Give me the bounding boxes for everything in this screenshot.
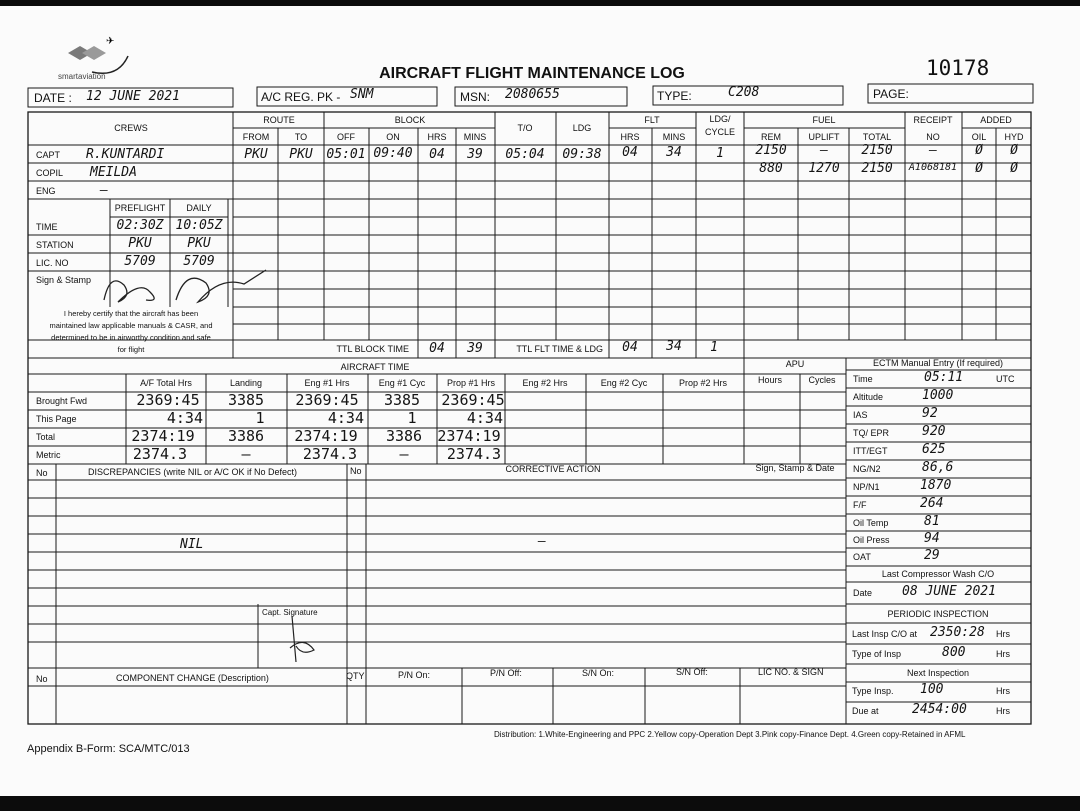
col-eng1-cyc: Eng #1 Cyc [378,378,426,388]
apu-header: APU [785,359,805,369]
fuel-uplift-1[interactable]: — [820,143,828,158]
pn-off-header: P/N Off: [490,668,522,678]
date-value[interactable]: 12 JUNE 2021 [86,89,180,104]
discrepancy-entry[interactable]: NIL [180,537,204,552]
landing-time[interactable]: 09:38 [562,147,602,162]
sign-stamp-date-header: Sign, Stamp & Date [755,463,835,473]
reg-value[interactable]: SNM [350,87,374,102]
next-type-value[interactable]: 100 [920,682,944,697]
preflight-station[interactable]: PKU [128,236,152,251]
flt-header: FLT [644,115,660,125]
ectm-np-label: NP/N1 [853,482,880,492]
block-hrs-header: HRS [427,132,447,142]
route-header: ROUTE [263,115,295,125]
hyd-added-1[interactable]: Ø [1010,143,1018,158]
ldg-cycle-header-1: LDG/ [709,114,731,124]
eng-label: ENG [36,186,56,196]
distribution-note: Distribution: 1.White-Engineering and PPC 2.Yellow copy-Operation Dept 3.Pink copy-Finance Dept. 4.Green copy-Retained in AFML [494,730,966,739]
sn-on-header: S/N On: [582,668,615,678]
capt-signature [290,616,314,662]
ttl-block-mins[interactable]: 39 [467,341,483,356]
last-insp-label: Last Insp C/O at [852,629,918,639]
block-mins-header: MINS [463,132,487,142]
capt-label: CAPT [36,150,61,160]
ttl-block-hrs[interactable]: 04 [429,341,445,356]
receipt-2[interactable]: A1068181 [908,162,958,173]
ectm-ff-value[interactable]: 264 [920,496,944,511]
ectm-itt-value[interactable]: 625 [922,442,946,457]
type-insp-unit: Hrs [996,649,1010,659]
daily-time[interactable]: 10:05Z [175,218,223,233]
tp-eng1-hrs[interactable]: 4:34 [327,409,364,427]
type-value[interactable]: C208 [728,85,760,100]
tp-landing[interactable]: 1 [255,409,265,427]
oil-added-1[interactable]: Ø [975,143,983,158]
type-insp-value[interactable]: 800 [942,645,966,660]
col-eng2-cyc: Eng #2 Cyc [600,378,648,388]
ectm-time-unit: UTC [996,374,1015,384]
tot-eng1-hrs[interactable]: 2374:19 [294,427,358,445]
copil-name[interactable]: MEILDA [90,165,137,180]
periodic-inspection-title: PERIODIC INSPECTION [887,609,989,619]
preflight-header: PREFLIGHT [114,203,166,213]
preflight-lic[interactable]: 5709 [124,254,156,269]
reg-label: A/C REG. PK - [261,90,341,104]
fuel-rem-2[interactable]: 880 [759,161,783,176]
ectm-altitude-value[interactable]: 1000 [922,388,954,403]
ectm-oat-label: OAT [853,552,871,562]
capt-name[interactable]: R.KUNTARDI [86,147,165,162]
receipt-1[interactable]: — [929,143,937,158]
svg-text:✈: ✈ [106,36,115,47]
tp-eng1-cyc[interactable]: 1 [407,409,417,427]
ectm-altitude-label: Altitude [853,392,884,402]
brand-logo-mark [68,36,128,73]
block-on[interactable]: 09:40 [373,146,413,161]
tot-landing[interactable]: 3386 [227,427,265,445]
receipt-no-header: NO [926,132,940,142]
ectm-time-label: Time [853,374,873,384]
due-at-value[interactable]: 2454:00 [912,702,967,717]
ectm-time-value[interactable]: 05:11 [924,370,964,385]
preflight-signature [104,270,266,302]
last-insp-value[interactable]: 2350:28 [930,625,985,640]
fuel-header: FUEL [812,115,836,125]
component-change-header: COMPONENT CHANGE (Description) [116,673,269,683]
ectm-ng-value[interactable]: 86,6 [922,460,954,475]
daily-header: DAILY [186,203,212,213]
metric-eng1-cyc[interactable]: — [399,445,409,463]
ectm-ias-value[interactable]: 92 [922,406,938,421]
corrective-entry[interactable]: — [538,534,546,549]
row-brought-fwd: Brought Fwd [36,396,88,406]
fuel-uplift-2[interactable]: 1270 [808,161,840,176]
tot-prop1-hrs[interactable]: 2374:19 [437,427,501,445]
msn-value[interactable]: 2080655 [505,87,560,102]
ectm-ias-label: IAS [853,410,868,420]
qty-header: QTY [346,671,365,681]
oil-added-2[interactable]: Ø [975,161,983,176]
ectm-oil-temp-label: Oil Temp [853,518,889,528]
daily-lic[interactable]: 5709 [183,254,215,269]
msn-label: MSN: [460,90,490,104]
block-off[interactable]: 05:01 [326,147,366,162]
flt-mins[interactable]: 34 [666,145,682,160]
next-type-label: Type Insp. [852,686,894,696]
ttl-block-label: TTL BLOCK TIME [336,344,409,354]
ectm-oat-value[interactable]: 29 [924,548,940,563]
corr-no-header: No [350,466,362,476]
corrective-action-header: CORRECTIVE ACTION [505,464,601,474]
flt-mins-header: MINS [662,132,686,142]
ectm-tq-label: TQ/ EPR [853,428,890,438]
added-header: ADDED [980,115,1012,125]
to-time-header: T/O [517,123,533,133]
page-label: PAGE: [873,87,909,101]
ttl-flt-mins[interactable]: 34 [666,339,682,354]
ectm-oil-press-label: Oil Press [853,535,890,545]
hyd-header: HYD [1004,132,1024,142]
ttl-flt-hrs[interactable]: 04 [622,340,638,355]
col-eng2-hrs: Eng #2 Hrs [522,378,568,388]
ectm-tq-value[interactable]: 920 [922,424,946,439]
fuel-total-1[interactable]: 2150 [861,143,893,158]
flight-from[interactable]: PKU [244,147,268,162]
ttl-flt-ldg[interactable]: 1 [710,340,718,355]
certify-line-3: determined to be in airworthy condition and safe [51,333,211,342]
tot-af-total[interactable]: 2374:19 [131,427,195,445]
crews-header: CREWS [114,123,148,133]
preflight-time[interactable]: 02:30Z [116,218,164,233]
discrepancies-header: DISCREPANCIES (write NIL or A/C OK if No Defect) [88,467,298,477]
copil-label: COPIL [36,168,64,178]
row-this-page: This Page [36,414,77,424]
on-header: ON [386,132,400,142]
apu-hours-header: Hours [757,375,783,385]
fuel-total-header: TOTAL [862,132,892,142]
next-type-unit: Hrs [996,686,1010,696]
col-prop1-hrs: Prop #1 Hrs [446,378,496,388]
wash-date-label: Date [853,588,873,598]
next-inspection-title: Next Inspection [906,668,970,678]
ectm-np-value[interactable]: 1870 [920,478,952,493]
row-total: Total [36,432,56,442]
last-insp-unit: Hrs [996,629,1010,639]
fuel-rem-1[interactable]: 2150 [755,143,787,158]
hyd-added-2[interactable]: Ø [1010,161,1018,176]
comp-no-header: No [36,674,48,684]
certify-line-2: maintained law applicable manuals & CASR, and [49,321,213,330]
bf-eng1-hrs[interactable]: 2369:45 [295,391,359,409]
ldg-header: LDG [572,123,592,133]
block-mins[interactable]: 39 [467,147,483,162]
fuel-total-2[interactable]: 2150 [861,161,893,176]
certify-line-1: I hereby certify that the aircraft has been [63,309,199,318]
capt-signature-label: Capt. Signature [262,608,318,617]
rem-header: REM [761,132,781,142]
col-eng1-hrs: Eng #1 Hrs [304,378,350,388]
ectm-ng-label: NG/N2 [853,464,881,474]
metric-eng1-hrs[interactable]: 2374.3 [302,445,358,463]
page-title: AIRCRAFT FLIGHT MAINTENANCE LOG [379,65,685,82]
flight-to[interactable]: PKU [289,147,313,162]
aircraft-time-header: AIRCRAFT TIME [340,362,410,372]
wash-date-value[interactable]: 08 JUNE 2021 [902,584,996,599]
ectm-ff-label: F/F [853,500,867,510]
form-reference: Appendix B-Form: SCA/MTC/013 [27,743,190,755]
ldg-cycle[interactable]: 1 [716,146,724,161]
ldg-cycle-header-2: CYCLE [704,127,736,137]
due-at-label: Due at [852,706,879,716]
tot-eng1-cyc[interactable]: 3386 [385,427,423,445]
type-label: TYPE: [657,89,692,103]
metric-landing[interactable]: — [241,445,251,463]
type-insp-label: Type of Insp [852,649,902,659]
pn-on-header: P/N On: [398,670,431,680]
lic-sign-header: LIC NO. & SIGN [758,667,824,677]
metric-af-total[interactable]: 2374.3 [132,445,188,463]
to-header: TO [294,132,308,142]
bf-landing[interactable]: 3385 [227,391,265,409]
ttl-flt-label: TTL FLT TIME & LDG [516,344,603,354]
ectm-itt-label: ITT/EGT [853,446,888,456]
sn-off-header: S/N Off: [676,667,708,677]
certify-line-4: for flight [117,345,145,354]
apu-cycles-header: Cycles [808,375,836,385]
metric-prop1-hrs[interactable]: 2374.3 [446,445,502,463]
date-label: DATE : [34,91,72,105]
tp-prop1-hrs[interactable]: 4:34 [466,409,503,427]
uplift-header: UPLIFT [808,132,840,142]
daily-station[interactable]: PKU [187,236,211,251]
block-header: BLOCK [394,115,426,125]
ectm-oil-press-value[interactable]: 94 [924,531,940,546]
block-hrs[interactable]: 04 [429,147,445,162]
eng-name[interactable]: — [100,183,108,198]
takeoff-time[interactable]: 05:04 [505,147,545,162]
col-af-total: A/F Total Hrs [140,378,192,388]
bf-prop1-hrs[interactable]: 2369:45 [441,391,505,409]
bf-eng1-cyc[interactable]: 3385 [383,391,421,409]
disc-no-header: No [36,468,48,478]
off-header: OFF [337,132,355,142]
tp-af-total[interactable]: 4:34 [166,409,203,427]
flt-hrs-header: HRS [620,132,640,142]
receipt-header: RECEIPT [913,115,953,125]
sign-stamp-label: Sign & Stamp [36,275,92,285]
due-at-unit: Hrs [996,706,1010,716]
log-number: 10178 [926,56,990,80]
col-landing: Landing [229,378,263,388]
bf-af-total[interactable]: 2369:45 [136,391,200,409]
ectm-oil-temp-value[interactable]: 81 [924,514,940,529]
from-header: FROM [242,132,270,142]
compressor-wash-title: Last Compressor Wash C/O [881,569,995,579]
time-label: TIME [36,222,58,232]
ectm-header: ECTM Manual Entry (If required) [872,358,1004,368]
row-metric: Metric [36,450,61,460]
station-label: STATION [36,240,74,250]
flt-hrs[interactable]: 04 [622,145,638,160]
oil-header: OIL [971,132,987,142]
brand-name: smartaviation [58,72,106,81]
col-prop2-hrs: Prop #2 Hrs [678,378,728,388]
lic-label: LIC. NO [36,258,69,268]
